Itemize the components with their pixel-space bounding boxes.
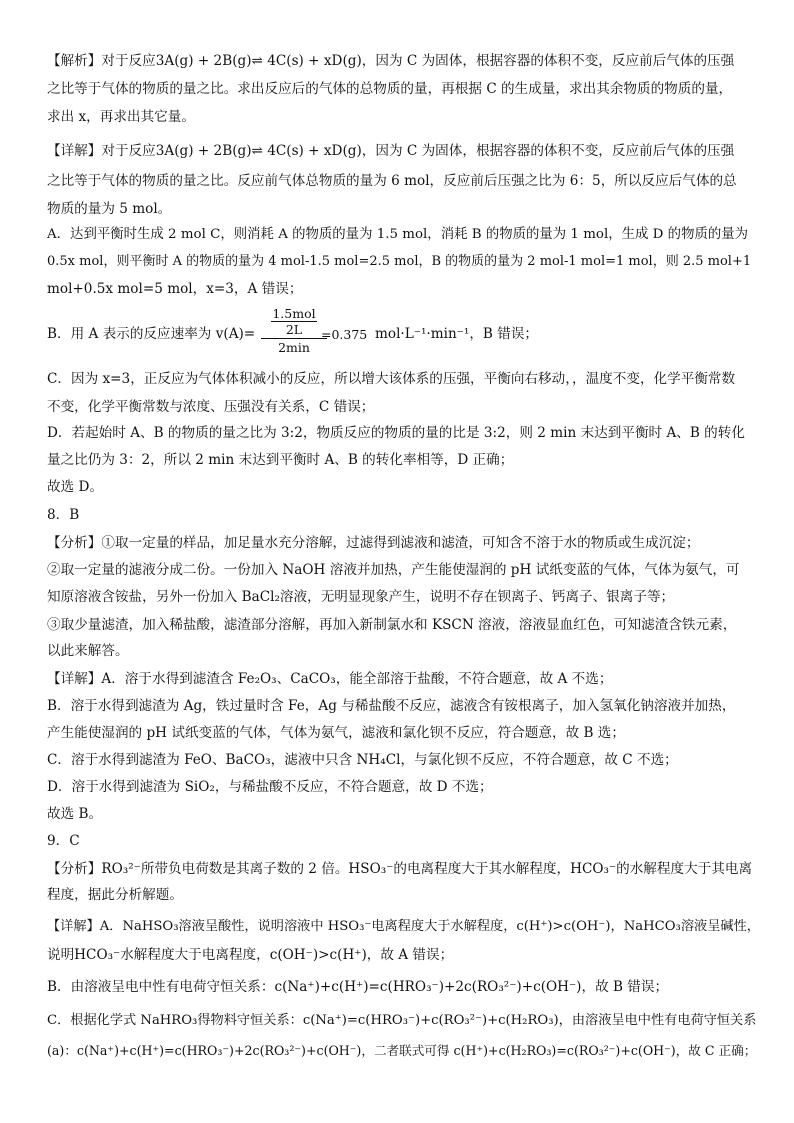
text-line: 【解析】对于反应3A(g) + 2B(g)⇌ 4C(s) + xD(g)，因为 C 为固体，根据容器的体积不变，反应前后气体的压强 [47, 53, 735, 69]
formula-unit: mol·L⁻¹·min⁻¹，B 错误； [375, 326, 539, 342]
text-line: ③取少量滤渣，加入稀盐酸，滤渣部分溶解，再加入新制氯水和 KSCN 溶液，溶液显血红色，可知滤渣含铁元素， [47, 617, 737, 633]
text-line: 故选 B。 [47, 806, 103, 822]
text-line: 之比等于气体的物质的量之比。反应前气体总物质的量为 6 mol，反应前后压强之比为 6：5，所以反应后气体的总 [47, 173, 737, 189]
fraction-bar [261, 338, 327, 339]
text-line: 【详解】A．NaHSO₃溶液呈酸性，说明溶液中 HSO₃⁻电离程度大于水解程度，c(H⁺)>c(OH⁻)，NaHCO₃溶液呈碱性， [47, 919, 760, 934]
numerator-bottom: 2L [285, 322, 303, 337]
text-line: 以此来解答。 [47, 643, 129, 659]
text-line: 产生能使湿润的 pH 试纸变蓝的气体，气体为氨气，滤液和氯化钡不反应，符合题意，故 B 选； [47, 725, 625, 741]
text-line: 知原溶液含铵盐，另外一份加入 BaCl₂溶液，无明显现象产生，说明不存在钡离子、钙离子、银离子等； [47, 589, 675, 605]
formula-prefix: B．用 A 表示的反应速率为 v(A)= [47, 326, 256, 342]
text-line: 0.5x mol，则平衡时 A 的物质的量为 4 mol-1.5 mol=2.5 mol，B 的物质的量为 2 mol-1 mol=1 mol，则 2.5 mol+1 [47, 254, 752, 269]
formula-result: =0.375 [321, 327, 368, 342]
text-line: 【分析】RO₃²⁻所带负电荷数是其离子数的 2 倍。HSO₃⁻的电离程度大于其水解程度，HCO₃⁻的水解程度大于其电离 [47, 861, 753, 877]
rate-formula-line [47, 306, 757, 362]
compound-fraction [257, 306, 331, 355]
text-line: ②取一定量的滤液分成二份。一份加入 NaOH 溶液并加热，产生能使湿润的 pH 试纸变蓝的气体，气体为氨气，可 [47, 562, 740, 578]
text-line: 故选 D。 [47, 479, 104, 495]
text-line: 程度，据此分析解题。 [47, 887, 183, 903]
text-line: B．溶于水得到滤渣为 Ag，铁过量时含 Fe，Ag 与稀盐酸不反应，滤液含有铵根离子，加入氢氧化钠溶液并加热， [47, 698, 736, 714]
text-line: 【分析】①取一定量的样品，加足量水充分溶解，过滤得到滤液和滤渣，可知含不溶于水的物质或生成沉淀； [47, 535, 700, 551]
text-line: 物质的量为 5 mol。 [47, 201, 172, 217]
text-line: 不变，化学平衡常数与浓度、压强没有关系，C 错误； [47, 399, 375, 415]
text-line: 说明HCO₃⁻水解程度大于电离程度，c(OH⁻)>c(H⁺)，故 A 错误； [47, 947, 454, 963]
text-line: 量之比仍为 3：2，所以 2 min 末达到平衡时 A、B 的转化率相等，D 正确； [47, 452, 514, 468]
text-line: A．达到平衡时生成 2 mol C，则消耗 A 的物质的量为 1.5 mol，消耗 B 的物质的量为 1 mol，生成 D 的物质的量为 [47, 227, 749, 242]
denominator: 2min [278, 340, 310, 355]
text-line: mol+0.5x mol=5 mol，x=3，A 错误； [47, 281, 303, 297]
text-line: 【详解】A．溶于水得到滤渣含 Fe₂O₃、CaCO₃，能全部溶于盐酸，不符合题意，故 A 不选； [47, 671, 613, 687]
text-line: C．溶于水得到滤渣为 FeO、BaCO₃，滤液中只含 NH₄Cl，与氯化钡不反应，不符合题意，故 C 不选； [47, 752, 678, 768]
text-line: 【详解】对于反应3A(g) + 2B(g)⇌ 4C(s) + xD(g)，因为 C 为固体，根据容器的体积不变，反应前后气体的压强 [47, 143, 735, 159]
text-line: B．由溶液呈电中性有电荷守恒关系：c(Na⁺)+c(H⁺)=c(HRO₃⁻)+2c(RO₃²⁻)+c(OH⁻)，故 B 错误； [47, 979, 669, 995]
text-line: D．若起始时 A、B 的物质的量之比为 3:2，物质反应的物质的量的比是 3:2，则 2 min 末达到平衡时 A、B 的转化 [47, 425, 745, 441]
question-number: 9．C [47, 833, 80, 849]
numerator-top: 1.5mol [272, 306, 316, 321]
question-number: 8．B [47, 507, 80, 523]
text-line: C．因为 x=3，正反应为气体体积减小的反应，所以增大该体系的压强，平衡向右移动，，温度不变，化学平衡常数 [47, 371, 736, 387]
text-line: 之比等于气体的物质的量之比。求出反应后的气体的总物质的量，再根据 C 的生成量，求出其余物质的物质的量， [47, 81, 733, 97]
text-line: 求出 x，再求出其它量。 [47, 109, 195, 125]
text-line: (a)：c(Na⁺)+c(H⁺)=c(HRO₃⁻)+2c(RO₃²⁻)+c(OH⁻)，二者联式可得 c(H⁺)+c(H₂RO₃)=c(RO₃²⁻)+c(OH⁻)，故 C 正确； [47, 1043, 757, 1058]
text-line: D．溶于水得到滤渣为 SiO₂，与稀盐酸不反应，不符合题意，故 D 不选； [47, 779, 493, 795]
text-line: C．根据化学式 NaHRO₃得物料守恒关系：c(Na⁺)=c(HRO₃⁻)+c(RO₃²⁻)+c(H₂RO₃)，由溶液呈电中性有电荷守恒关系 [47, 1013, 757, 1028]
